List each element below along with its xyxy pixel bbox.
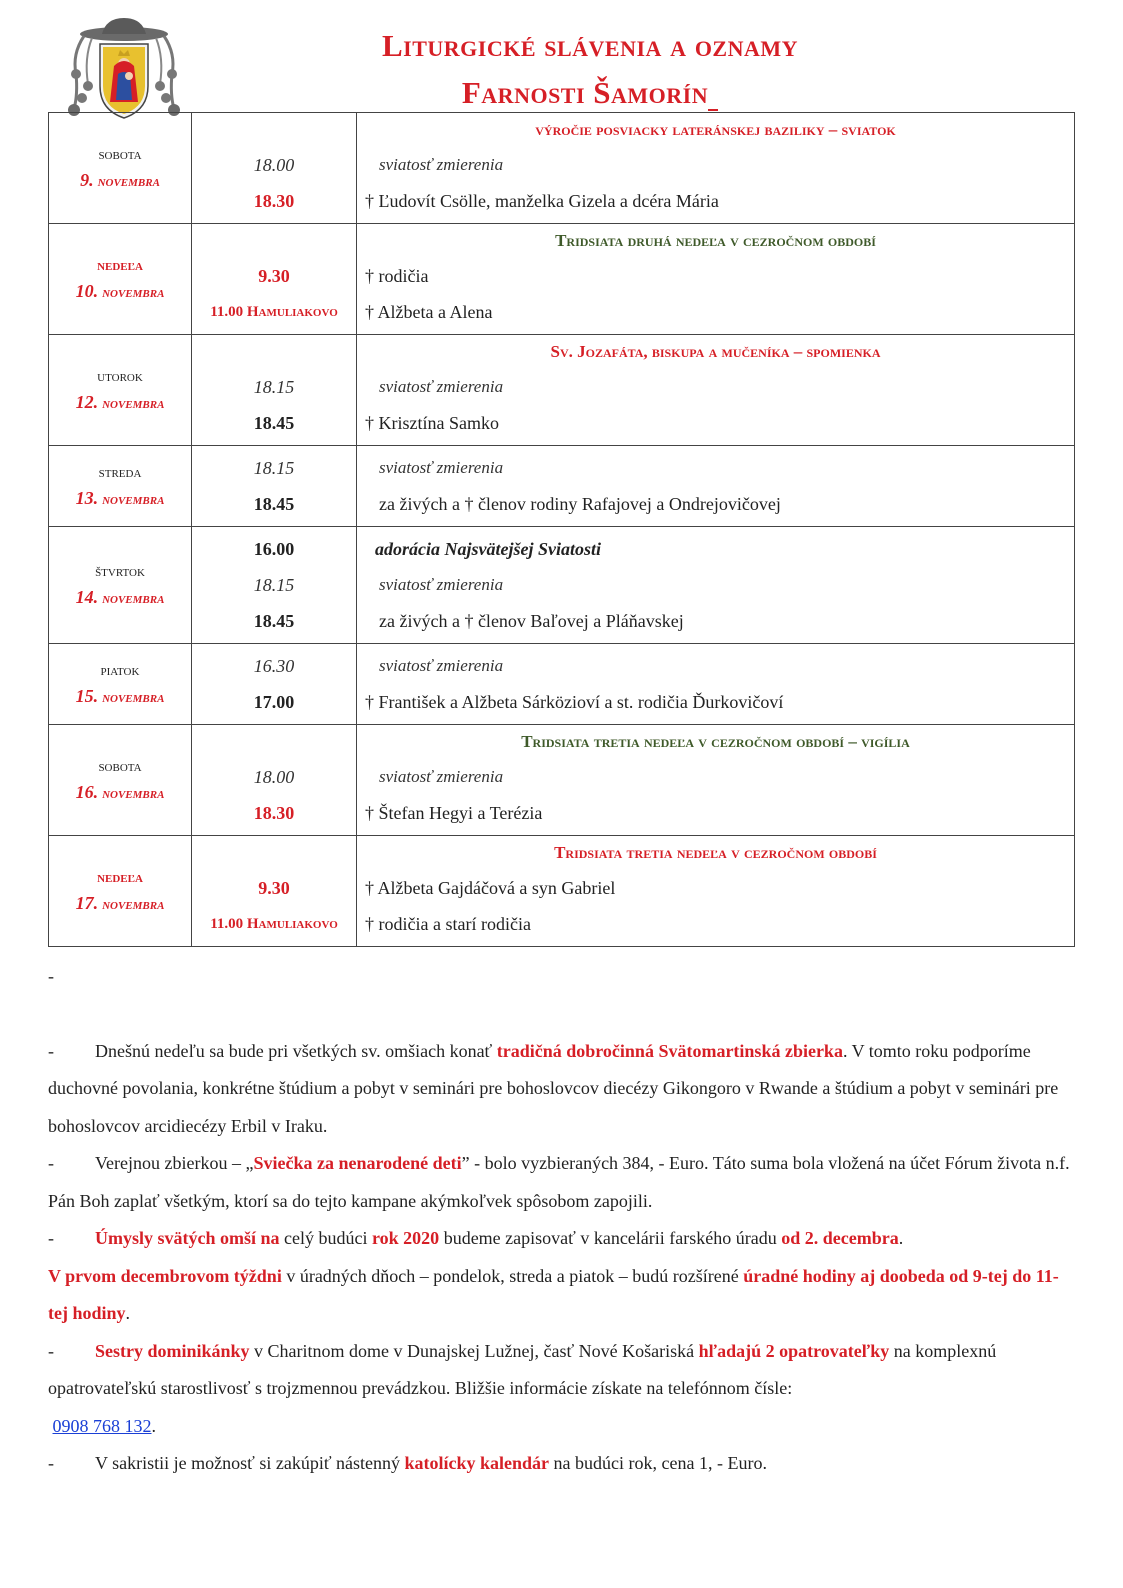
mass-intention: za živých a † členov Baľovej a Pláňavskej — [379, 611, 684, 631]
mass-time: 16.30 — [253, 656, 295, 676]
time-cell — [192, 527, 357, 644]
announcements — [48, 958, 1078, 1483]
intention-cell — [357, 644, 1075, 725]
mass-intention: sviatosť zmierenia — [379, 767, 504, 786]
mass-intention: sviatosť zmierenia — [379, 458, 504, 477]
announcement-4: - Sestry dominikánky v Charitnom dome v Dunajskej Lužnej, časť Nové Košariská hľadajú 2 opatrovateľky na komplexnú opatrovateľskú starostlivosť s trojzmennou prevádzkou. Bližšie informácie získate na telefónnom čísle: 0908 768 132. — [48, 1340, 997, 1436]
intention-cell — [357, 836, 1075, 947]
mass-time: 18.00 — [253, 155, 295, 175]
intention-cell — [357, 725, 1075, 836]
day-row — [49, 224, 1075, 335]
announcement-2: - Verejnou zbierkou – „Sviečka za nenarodené deti” - bolo vyzbieraných 384, - Euro. Táto suma bola vložená na účet Fórum života n.f. Pán Boh zaplať všetkým, ktorí sa do tejto kampane akýmkoľvek spôsobom zapojili. — [48, 1153, 1070, 1211]
mass-intention: adorácia Najsvätejšej Sviatosti — [375, 539, 601, 559]
day-name: nedeľa — [97, 868, 143, 886]
mass-intention: † Krisztína Samko — [365, 413, 499, 433]
page-title-line2: Farnosti Šamorín — [200, 75, 980, 111]
page-title-line1: Liturgické slávenia a oznamy — [381, 28, 799, 63]
day-row — [49, 113, 1075, 224]
day-date: 17. novembra — [75, 892, 165, 913]
day-name: sobota — [98, 145, 142, 163]
mass-intention: † Štefan Hegyi a Terézia — [365, 803, 543, 823]
mass-time: 18.45 — [253, 494, 295, 514]
phone-link[interactable]: 0908 768 132 — [52, 1415, 152, 1436]
mass-time: 18.15 — [253, 575, 295, 595]
day-row — [49, 446, 1075, 527]
time-cell — [192, 224, 357, 335]
mass-intention: sviatosť zmierenia — [379, 575, 504, 594]
day-name: streda — [98, 463, 142, 481]
time-cell — [192, 113, 357, 224]
intention-cell — [357, 446, 1075, 527]
intention-cell — [357, 335, 1075, 446]
lone-dash: - — [48, 966, 54, 986]
time-cell — [192, 836, 357, 947]
mass-time: 11.00 Hamuliakovo — [210, 304, 338, 320]
day-row — [49, 335, 1075, 446]
mass-time: 9.30 — [258, 878, 290, 898]
day-name: sobota — [98, 757, 142, 775]
time-cell — [192, 725, 357, 836]
mass-time: 18.15 — [253, 458, 295, 478]
intention-cell — [357, 224, 1075, 335]
day-name: štvrtok — [95, 562, 145, 580]
day-cell — [49, 224, 192, 335]
coat-of-arms-icon — [62, 14, 186, 122]
mass-time: 18.30 — [253, 191, 295, 211]
day-cell — [49, 446, 192, 527]
feast-title: Sv. Jozafáta, biskupa a mučeníka – spomienka — [550, 342, 881, 361]
mass-intention: † rodičia a starí rodičia — [365, 914, 531, 934]
day-cell — [49, 335, 192, 446]
mass-time: 18.15 — [253, 377, 295, 397]
day-name: piatok — [100, 661, 140, 679]
mass-intention: † Alžbeta Gajdáčová a syn Gabriel — [365, 878, 616, 898]
day-row — [49, 527, 1075, 644]
day-date: 14. novembra — [75, 586, 165, 607]
mass-intention: † rodičia — [365, 266, 429, 286]
announcement-1: - Dnešnú nedeľu sa bude pri všetkých sv. omšiach konať tradičná dobročinná Svätomartinská zbierka. V tomto roku podporíme duchovné povolania, konkrétne štúdium a pobyt v seminári pre bohoslovcov diecézy Gikongoro v Rwande a štúdium a pobyt v seminári pre bohoslovcov arcidiecézy Erbil v Iraku. — [48, 1040, 1059, 1136]
day-cell — [49, 836, 192, 947]
intention-cell — [357, 527, 1075, 644]
day-date: 15. novembra — [75, 685, 165, 706]
intention-cell — [357, 113, 1075, 224]
day-date: 10. novembra — [75, 280, 165, 301]
day-cell — [49, 644, 192, 725]
feast-title: výročie posviacky lateránskej baziliky – sviatok — [535, 120, 896, 139]
mass-intention: sviatosť zmierenia — [379, 377, 504, 396]
day-cell — [49, 113, 192, 224]
day-cell — [49, 527, 192, 644]
mass-time: 9.30 — [258, 266, 290, 286]
announcement-3: - Úmysly svätých omší na celý budúci rok 2020 budeme zapisovať v kancelárii farského úradu od 2. decembra. V prvom decembrovom týždni v úradných dňoch – pondelok, streda a piatok – budú rozšírené úradné hodiny aj doobeda od 9-tej do 11-tej hodiny. — [48, 1228, 1059, 1323]
mass-intention: za živých a † členov rodiny Rafajovej a Ondrejovičovej — [379, 494, 781, 514]
mass-intention: † Ľudovít Csölle, manželka Gizela a dcéra Mária — [365, 191, 719, 211]
mass-time: 18.00 — [253, 767, 295, 787]
day-row — [49, 644, 1075, 725]
time-cell — [192, 335, 357, 446]
day-date: 12. novembra — [75, 391, 165, 412]
mass-intention: sviatosť zmierenia — [379, 155, 504, 174]
feast-title: Tridsiata tretia nedeľa v cezročnom období — [554, 843, 877, 862]
day-row — [49, 836, 1075, 947]
mass-time: 18.45 — [253, 611, 295, 631]
feast-title: Tridsiata druhá nedeľa v cezročnom období — [555, 231, 876, 250]
feast-title: Tridsiata tretia nedeľa v cezročnom období – vigília — [521, 732, 910, 751]
day-name: utorok — [97, 367, 143, 385]
day-name: nedeľa — [97, 256, 143, 274]
mass-intention: sviatosť zmierenia — [379, 656, 504, 675]
mass-intention: † Alžbeta a Alena — [365, 302, 493, 322]
mass-time: 16.00 — [253, 539, 295, 559]
mass-time: 18.45 — [253, 413, 295, 433]
mass-intention: † František a Alžbeta Sárközioví a st. rodičia Ďurkovičoví — [365, 692, 784, 712]
mass-time: 18.30 — [253, 803, 295, 823]
time-cell — [192, 446, 357, 527]
time-cell — [192, 644, 357, 725]
day-cell — [49, 725, 192, 836]
announcement-5: - V sakristii je možnosť si zakúpiť nástenný katolícky kalendár na budúci rok, cena 1, - Euro. — [48, 1453, 767, 1473]
day-row — [49, 725, 1075, 836]
day-date: 9. novembra — [80, 169, 160, 190]
liturgy-schedule-table — [48, 112, 1075, 947]
day-date: 16. novembra — [75, 781, 165, 802]
day-date: 13. novembra — [75, 487, 165, 508]
mass-time: 11.00 Hamuliakovo — [210, 916, 338, 932]
mass-time: 17.00 — [253, 692, 295, 712]
